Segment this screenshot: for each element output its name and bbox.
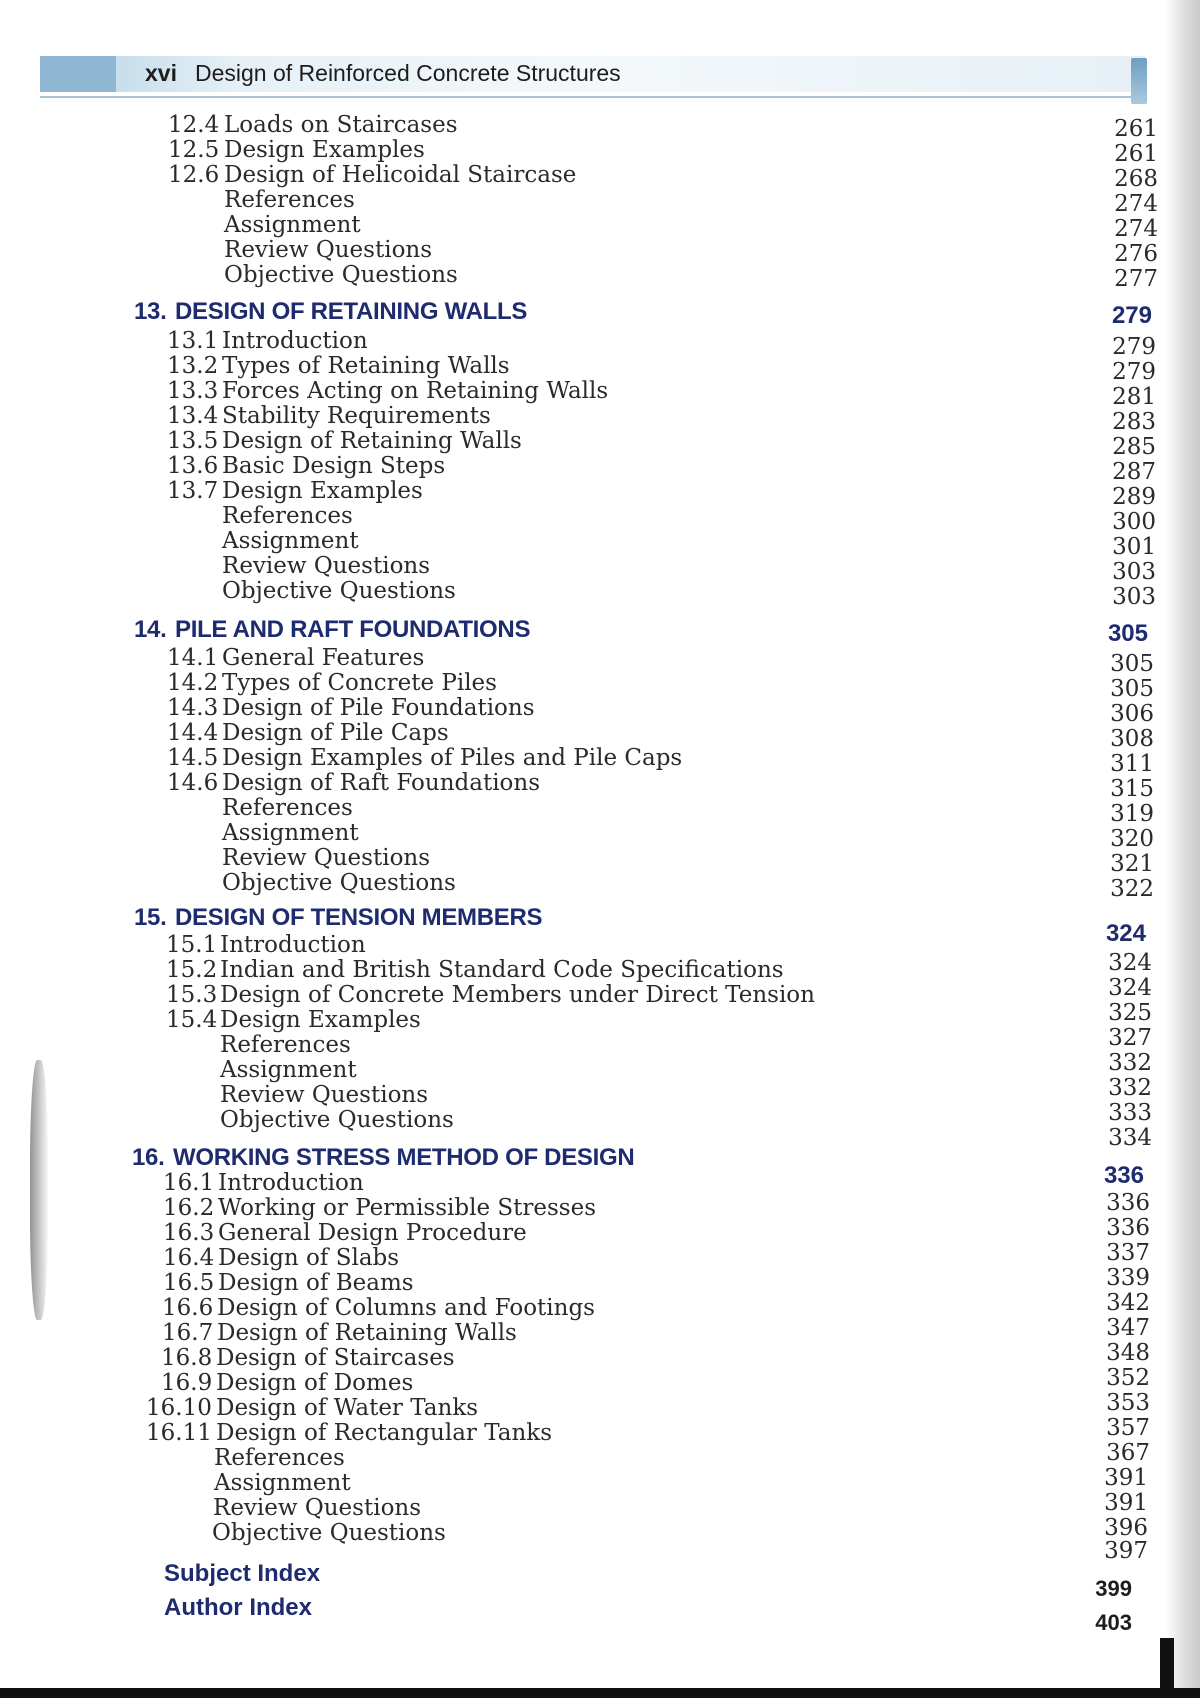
- section-title: References: [220, 1032, 351, 1058]
- section-number: 16.1: [163, 1170, 215, 1196]
- page-number: 320: [1110, 826, 1154, 852]
- page-number: 305: [1110, 676, 1154, 702]
- section-title: Review Questions: [224, 237, 433, 263]
- page-number: 303: [1112, 584, 1156, 610]
- page-number: 321: [1110, 851, 1154, 877]
- toc-chapter: [0, 298, 1200, 329]
- page-number: 300: [1112, 509, 1156, 535]
- section-number: 16.11: [146, 1420, 212, 1446]
- section-number: 16.5: [163, 1270, 215, 1296]
- section-title: Design Examples: [224, 137, 425, 163]
- section-number: 12.4: [168, 112, 220, 138]
- section-number: 12.5: [168, 137, 220, 163]
- section-number: 16.6: [162, 1295, 214, 1321]
- page-number: 324: [1108, 950, 1152, 976]
- page-number: 315: [1110, 776, 1154, 802]
- page-number: 261: [1114, 141, 1158, 167]
- page-number: 333: [1108, 1100, 1152, 1126]
- page-number: 281: [1112, 384, 1156, 410]
- section-title: References: [214, 1445, 345, 1471]
- toc-entry: [0, 820, 1200, 852]
- section-title: References: [222, 795, 353, 821]
- toc-entry: [0, 187, 1200, 217]
- chapter-number: 16.: [132, 1144, 165, 1171]
- toc-entry: [0, 403, 1200, 435]
- toc-entry: [0, 478, 1200, 510]
- section-number: 13.3: [167, 378, 219, 404]
- section-title: Assignment: [220, 1057, 357, 1083]
- toc-entry: [0, 112, 1200, 142]
- chapter-page: 305: [1107, 620, 1148, 647]
- section-title: Design of Domes: [216, 1370, 414, 1396]
- toc-entry: [0, 553, 1200, 585]
- section-title: Design of Slabs: [218, 1245, 400, 1271]
- section-number: 13.4: [167, 403, 219, 429]
- page-number: 353: [1106, 1390, 1150, 1416]
- page-number: 285: [1112, 434, 1156, 460]
- page-number: 276: [1114, 241, 1158, 267]
- section-number: 13.6: [167, 453, 219, 479]
- section-title: Review Questions: [222, 553, 431, 579]
- toc-entry: [0, 870, 1200, 902]
- section-title: Design of Concrete Members under Direct Tension: [220, 982, 815, 1008]
- page-number: 337: [1106, 1240, 1150, 1266]
- section-title: Review Questions: [213, 1495, 422, 1521]
- section-number: 13.1: [167, 328, 219, 354]
- section-title: Review Questions: [222, 845, 431, 871]
- toc-entry: [0, 428, 1200, 460]
- page-number: 311: [1110, 751, 1154, 777]
- section-title: Working or Permissible Stresses: [218, 1195, 597, 1221]
- toc-entry: [0, 670, 1200, 702]
- section-title: Introduction: [222, 328, 368, 354]
- section-title: Design Examples: [222, 478, 423, 504]
- section-number: 15.2: [166, 957, 218, 983]
- author-index-page: 403: [1095, 1610, 1132, 1635]
- section-title: Assignment: [222, 528, 359, 554]
- section-title: Types of Retaining Walls: [222, 353, 510, 379]
- section-title: Types of Concrete Piles: [222, 670, 497, 696]
- page-number: 332: [1108, 1050, 1152, 1076]
- page-number: 277: [1114, 266, 1158, 292]
- page-number: 308: [1110, 726, 1154, 752]
- section-number: 16.8: [161, 1345, 213, 1371]
- section-number: 14.5: [167, 745, 219, 771]
- section-title: Design of Beams: [218, 1270, 414, 1296]
- chapter-title: WORKING STRESS METHOD OF DESIGN: [173, 1144, 635, 1171]
- section-title: Review Questions: [220, 1082, 429, 1108]
- page-number: 274: [1114, 191, 1158, 217]
- section-title: General Features: [222, 645, 425, 671]
- section-title: Stability Requirements: [222, 403, 491, 429]
- toc-entry: [0, 1107, 1200, 1151]
- page-number: 397: [1104, 1538, 1148, 1564]
- toc-entry: [0, 770, 1200, 802]
- chapter-number: 15.: [134, 904, 167, 931]
- page-number: 268: [1114, 166, 1158, 192]
- section-number: 16.9: [161, 1370, 213, 1396]
- section-title: Basic Design Steps: [222, 453, 446, 479]
- section-number: 14.2: [167, 670, 219, 696]
- page-number: 322: [1110, 876, 1154, 902]
- toc-entry: [0, 162, 1200, 192]
- page-number: 334: [1108, 1125, 1152, 1151]
- section-title: References: [224, 187, 355, 213]
- toc-index-entry: [0, 1560, 1200, 1601]
- section-title: Design of Retaining Walls: [217, 1320, 517, 1346]
- page-number: 391: [1104, 1490, 1148, 1516]
- page-number: 324: [1108, 975, 1152, 1001]
- toc-entry: [0, 137, 1200, 167]
- section-title: Objective Questions: [222, 870, 456, 896]
- section-title: Objective Questions: [224, 262, 458, 288]
- header-page-number: xvi: [145, 60, 177, 86]
- section-title: Objective Questions: [222, 578, 456, 604]
- page-number: 279: [1112, 334, 1156, 360]
- toc-entry: [0, 328, 1200, 360]
- toc-entry: [0, 745, 1200, 777]
- page-number: 327: [1108, 1025, 1152, 1051]
- toc-entry: [0, 212, 1200, 242]
- section-title: Design of Staircases: [216, 1345, 455, 1371]
- chapter-page: 336: [1103, 1162, 1144, 1189]
- toc-entry: [0, 237, 1200, 267]
- chapter-page: 279: [1111, 302, 1152, 329]
- page-number: 289: [1112, 484, 1156, 510]
- page-number: 261: [1114, 116, 1158, 142]
- section-title: Introduction: [220, 932, 366, 958]
- toc-entry: [0, 578, 1200, 610]
- page-number: 391: [1104, 1465, 1148, 1491]
- page-number: 348: [1106, 1340, 1150, 1366]
- section-number: 16.3: [163, 1220, 215, 1246]
- section-title: General Design Procedure: [218, 1220, 527, 1246]
- section-number: 13.5: [167, 428, 219, 454]
- page-number: 347: [1106, 1315, 1150, 1341]
- section-title: Design of Pile Caps: [222, 720, 449, 746]
- toc-entry: [0, 503, 1200, 535]
- chapter-title: PILE AND RAFT FOUNDATIONS: [175, 616, 531, 643]
- header-book-title: Design of Reinforced Concrete Structures: [194, 60, 621, 86]
- section-title: Assignment: [224, 212, 361, 238]
- section-number: 14.6: [167, 770, 219, 796]
- page-number: 332: [1108, 1075, 1152, 1101]
- section-number: 16.7: [162, 1320, 214, 1346]
- section-title: Design of Rectangular Tanks: [216, 1420, 553, 1446]
- section-title: Design of Pile Foundations: [222, 695, 535, 721]
- section-title: Design of Columns and Footings: [217, 1295, 595, 1321]
- toc-entry: [0, 353, 1200, 385]
- section-number: 13.7: [167, 478, 219, 504]
- page-number: 352: [1106, 1365, 1150, 1391]
- page-number: 336: [1106, 1215, 1150, 1241]
- section-title: Design of Raft Foundations: [222, 770, 541, 796]
- page-number: 303: [1112, 559, 1156, 585]
- chapter-page: 324: [1105, 920, 1146, 947]
- toc-index-entry: [0, 1594, 1200, 1635]
- section-title: Objective Questions: [220, 1107, 454, 1133]
- section-number: 16.10: [146, 1395, 212, 1421]
- section-title: Loads on Staircases: [224, 112, 458, 138]
- toc-entry: [0, 453, 1200, 485]
- section-title: Design Examples of Piles and Pile Caps: [222, 745, 683, 771]
- section-number: 14.1: [167, 645, 219, 671]
- toc-entry: [0, 845, 1200, 877]
- chapter-title: DESIGN OF TENSION MEMBERS: [175, 904, 543, 931]
- toc-entry: [0, 378, 1200, 410]
- section-number: 13.2: [167, 353, 219, 379]
- section-title: Assignment: [214, 1470, 351, 1496]
- page-number: 339: [1106, 1265, 1150, 1291]
- toc-entry: [0, 720, 1200, 752]
- section-title: References: [222, 503, 353, 529]
- toc-entry: [0, 795, 1200, 827]
- section-title: Objective Questions: [212, 1520, 446, 1546]
- page-number: 342: [1106, 1290, 1150, 1316]
- page-number: 306: [1110, 701, 1154, 727]
- section-title: Design of Retaining Walls: [222, 428, 522, 454]
- section-number: 14.3: [167, 695, 219, 721]
- subject-index-page: 399: [1095, 1576, 1132, 1601]
- section-number: 12.6: [168, 162, 220, 188]
- section-title: Design of Helicoidal Staircase: [224, 162, 577, 188]
- author-index-title: Author Index: [164, 1594, 312, 1621]
- toc-entry: [0, 262, 1200, 292]
- section-title: Forces Acting on Retaining Walls: [222, 378, 609, 404]
- section-title: Design Examples: [220, 1007, 421, 1033]
- page-number: 357: [1106, 1415, 1150, 1441]
- page-number: 279: [1112, 359, 1156, 385]
- toc-entry: [0, 528, 1200, 560]
- page-number: 283: [1112, 409, 1156, 435]
- page-number: 274: [1114, 216, 1158, 242]
- section-title: Assignment: [222, 820, 359, 846]
- section-number: 15.4: [166, 1007, 218, 1033]
- subject-index-title: Subject Index: [164, 1560, 321, 1587]
- page-number: 287: [1112, 459, 1156, 485]
- page-number: 305: [1110, 651, 1154, 677]
- section-number: 15.3: [166, 982, 218, 1008]
- section-number: 16.4: [163, 1245, 215, 1271]
- section-title: Design of Water Tanks: [216, 1395, 479, 1421]
- chapter-title: DESIGN OF RETAINING WALLS: [175, 298, 528, 325]
- chapter-number: 14.: [134, 616, 167, 643]
- toc-entry: [0, 695, 1200, 727]
- page-number: 396: [1104, 1515, 1148, 1541]
- section-title: Indian and British Standard Code Specifications: [220, 957, 784, 983]
- toc-entry: [0, 645, 1200, 677]
- page-number: 336: [1106, 1190, 1150, 1216]
- section-number: 16.2: [163, 1195, 215, 1221]
- page-number: 319: [1110, 801, 1154, 827]
- section-title: Introduction: [218, 1170, 364, 1196]
- page-number: 325: [1108, 1000, 1152, 1026]
- page-number: 367: [1106, 1440, 1150, 1466]
- toc-entry: [0, 1520, 1200, 1564]
- toc-chapter: [0, 616, 1200, 647]
- section-number: 14.4: [167, 720, 219, 746]
- section-number: 15.1: [166, 932, 218, 958]
- page-number: 301: [1112, 534, 1156, 560]
- chapter-number: 13.: [134, 298, 167, 325]
